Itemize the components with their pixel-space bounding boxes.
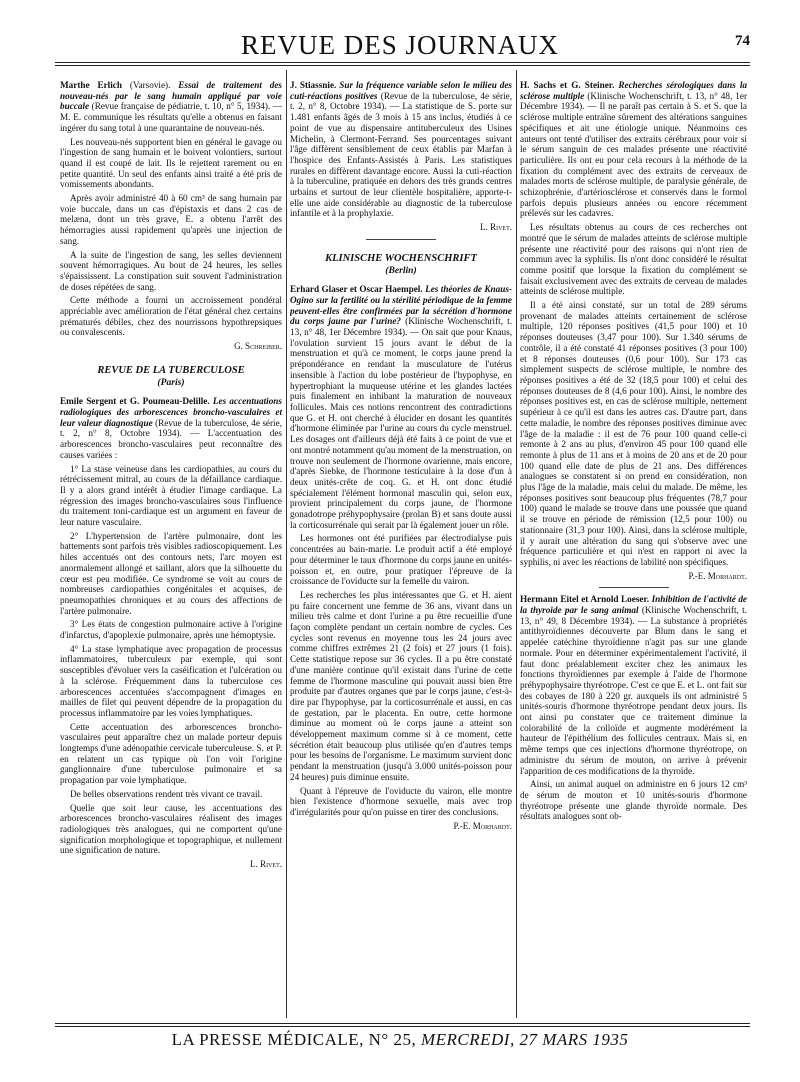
article-lead [60, 80, 282, 134]
article-title: Recherches sérologiques dans la sclérose multiple [520, 80, 747, 101]
article-paragraph: Il a été ainsi constaté, sur un total de 289 sérums provenant de malades atteints certainement de sclérose multiple, 120 réponses positives (41,5 pour 100) et 10 réponses douteuses (3,47 pour 100). Sur 1.340 sérums de contrôle, il a été constaté 41 réponses positives (3 pour 100) et 8 réponses douteuses (0,6 pour 100). Sur 173 cas simplement suspects de sclérose multiple, le nombre des réponses positives a été de 32 (18,5 pour 100) et celui des réponses douteuses de 8 (4,6 pour 100). Ainsi, le nombre des réponses positives est, en cas de sclérose multiple, nettement supérieur à ce qu'il est dans les autres cas. D'autre part, dans cette maladie, le nombre des réponses positives diminue avec l'âge de la maladie : il est de 76 pour 100 quand celle-ci remonte à 2 ans au plus, d'environ 45 pour 100 quand elle remonte à plus de 11 ans et à moins de 20 ans et de 20 pour 100 quand elle date de plus de 21 ans. Des différences analogues se constatent si on prend en considération, non plus l'âge de la maladie, mais celui du malade. De même, les réponses positives sont beaucoup plus fréquentes (78,7 pour 100) quand le malade se trouve dans une poussée que quand il se trouve en période de rémission (12,5 pour 100) ou stationnaire (31,3 pour 100). Ainsi, dans la sclérose multiple, il y aurait une altération du sang qui s'observe avec une fréquence particulière et qui n'est en rapport ni avec la syphilis, ni avec les réactions de labilité non spécifiques. [520, 300, 747, 567]
article-paragraph: 1° La stase veineuse dans les cardiopathies, au cours du rétrécissement mitral, au cours de la défaillance cardiaque. Il y a alors grand intérêt à étudier l'image cardiaque. La régression des images broncho-vasculaires sous l'influence du traitement toni-cardiaque est un argument en faveur de leur nature vasculaire. [60, 463, 282, 528]
article-title: Inhibition de l'activité de la thyroïde par le sang animal [520, 594, 747, 616]
journal-section-title: REVUE DE LA TUBERCULOSE [97, 364, 245, 376]
article-lead [290, 80, 512, 219]
article-authors: J. Stiassnie. [290, 80, 337, 90]
article-paragraph: Les recherches les plus intéressantes que G. et H. aient pu faire concernent une femme de 36 ans, vivant dans un milieu très calme et dont l'urine a pu être recueillie d'une façon complète pendant un certain nombre de cycles. Ces cycles sont revenus en moyenne tous les 24 jours avec comme chiffres extrêmes 21 (2 fois) et 27 jours (1 fois). Cette statistique repose sur 36 cycles. Il a pu être constaté d'une manière continue qu'il existait dans l'urine de cette femme de l'hormone masculine qui pouvait aussi bien être produite par d'autres organes que par le corps jaune, c'est-à-dire par l'hypophyse, par la corticosurrénale et aussi, en cas de gestation, par le placenta. En outre, cette hormone diminue au moment où le corps jaune a atteint son développement maximum comme si à ce moment, cette sécrétion était beaucoup plus utilisée qu'en d'autres temps pour les besoins de l'organisme. Le maximum survient donc pendant la menstruation (jusqu'à 3.000 unités-poisson pour 24 heures) puis diminue ensuite. [290, 589, 512, 782]
article-citation-and-body: (Klinische Wochenschrift, t. 13, n° 48, 1er Décembre 1934). — On sait que pour Knaus, l'ovulation survient 15 jours avant le début de la menstruation et qu'à ce moment, le corps jaune prend la prépondérance en rendant la musculature de l'utérus insensible à l'action du lobe postérieur de l'hypophyse, en hypertrophiant la muqueuse utérine et les glandes lactées puis finalement en inhibant la maturation de nouveaux follicules. Mais ces notions rencontrent des contradictions que G. et H. ont cherché à élucider en dosant les quantités d'hormone éliminée par l'urine au cours du cycle menstruel. Les dosages ont d'ailleurs déjà été faits à ce point de vue et ont montré notamment qu'au moment de la menstruation, on trouve non seulement de l'hormone ovarienne, mais encore, d'après Siebke, de l'hormone testiculaire à la dose d'un à deux unités-crête de coq. G. et H. ont donc étudié spécialement l'élément hormonal masculin qui, selon eux, provient principalement du corps jaune, de l'hormone gonadotrope préhypophysaire (prolan B) et sans doute aussi la corticosurrénale qui serait par là également jouer un rôle. [290, 316, 512, 530]
column-3 [520, 80, 747, 1020]
article-origin: (Varsovie). [121, 80, 179, 90]
article-authors: Emile Sergent et G. Poumeau-Delille. [60, 396, 210, 407]
article-paragraph: Cette accentuation des arborescences broncho-vasculaires peut apparaître chez un malade porteur depuis longtemps d'une adénopathie cervicale tuberculeuse. S. et P. en relatent un cas typique où l'on voit l'origine ganglionnaire d'une tuberculose pulmonaire et sa propagation par voie lymphatique. [60, 721, 282, 786]
page-header-title: REVUE DES JOURNAUX [240, 30, 559, 60]
column-divider [516, 70, 517, 1018]
column-divider [286, 70, 287, 1018]
header-rule [55, 62, 750, 63]
article-paragraph: A la suite de l'ingestion de sang, les selles deviennent souvent hémorragiques. Au bout de 24 heures, les selles s'épaississent. La constipation suit souvent l'administration de doses répétées de sang. [60, 249, 282, 292]
article-lead [520, 594, 747, 776]
article-title: Essai de traitement des nouveau-nés par le sang humain appliqué par voie buccale [60, 80, 282, 112]
reviewer-signature: G. Schreiber. [234, 341, 282, 352]
article-citation-and-body: (Revue de la tuberculose, 4e série, t. 2, n° 8, Octobre 1934). — La statistique de S. porte sur 1.481 enfants âgés de 3 mois à 15 ans inclus, étudiés à ce point de vue au dispensaire antituberculeux des Usines Michelin, à Clermont-Ferrand. Ses pourcentages suivant l'âge diffèrent sensiblement de ceux établis par Marfan à l'hospice des Enfants-Assistés à Paris. Les statistiques rurales en diffèrent davantage encore. Aussi la cuti-réaction à la tuberculine, pratiquée en dehors des très grands centres urbains et surtout de leur clientèle hospitalière, apporte-t-elle une aide considérable au diagnostic de la tuberculose infantile et à la prophylaxie. [290, 90, 512, 219]
article-paragraph: 4° La stase lymphatique avec propagation de processus inflammatoires, tuberculeux par exemple, qui sont susceptibles d'évoluer vers la caséification et l'ulcération ou à la sclérose. Fréquemment dans la tuberculose ces arborescences accentuées s'accompagnent d'images en mailles de filet qui peuvent dépendre de la propagation du processus inflammatoire par les voies lymphatiques. [60, 643, 282, 718]
article-paragraph: Quelle que soit leur cause, les accentuations des arborescences broncho-vasculaires réalisent des images radiologiques très analogues, qui ne comportent qu'une signification morphologique et topographique, et nullement une signification de nature. [60, 802, 282, 856]
article-paragraph: Les résultats obtenus au cours de ces recherches ont montré que le sérum de malades atteints de sclérose multiple présente une réactivité pour des raisons qui n'ont rien de commun avec la syphilis. Ils n'ont donc considéré le résultat comme positif que lorsque la fixation du complément se faisait exclusivement avec des extraits de cerveau de malades atteints de sclérose multiple. [520, 222, 747, 297]
article-separator [599, 587, 669, 588]
article-citation-and-body: (Revue française de pédiatrie, t. 10, n° 5, 1934). — M. E. communique les résultats qu'elle a obtenus en faisant ingérer du sang total à une quarantaine de nouveau-nés. [60, 101, 282, 133]
reviewer-signature: L. Rivet. [480, 222, 512, 233]
article-paragraph: De belles observations rendent très vivant ce travail. [70, 788, 263, 799]
article-paragraph: Cette méthode a fourni un accroissement pondéral appréciable avec amélioration de l'état général chez certains prématurés débiles, chez des nourrissons hypothrepsiques ou convalescents. [60, 295, 282, 338]
article-citation-and-body: (Revue de la tuberculose, 4e série, t. 2, n° 8, Octobre 1934). — L'accentuation des arborescences broncho-vasculaires peut reconnaître des causes variées : [60, 417, 282, 460]
footer-rule [55, 1026, 750, 1027]
article-separator [366, 239, 436, 240]
column-2 [290, 80, 512, 1020]
journal-section-title: KLINISCHE WOCHENSCHRIFT [325, 252, 477, 264]
article-paragraph: Après avoir administré 40 à 60 cm³ de sang humain par voie buccale, dans un cas d'épistaxis et dans 2 cas de melæna, dont un très grave, E. a obtenu l'arrêt des hémorragies aussi rapidement qu'après une injection de sang. [60, 193, 282, 246]
article-authors: Erhard Glaser et Oscar Haempel. [290, 284, 423, 295]
journal-section-city: (Paris) [157, 376, 185, 388]
column-1 [60, 80, 282, 1020]
article-paragraph: 2° L'hypertension de l'artère pulmonaire, dont les battements sont parfois très visibles radioscopiquement. Les hiles accentués ont des contours nets, l'arc moyen est anormalement allongé et saillant, alors que la silhouette du cœur est peu modifiée. Ce syndrome se voit au cours de nombreuses cardiopathies congénitales et acquises, de pneumopathies chroniques et au cours des affections de l'artère pulmonaire. [60, 530, 282, 616]
reviewer-signature: P.-E. Morhardt. [688, 570, 747, 581]
page-footer [0, 1030, 800, 1050]
reviewer-signature: P.-E. Morhardt. [453, 820, 512, 831]
article-paragraph: Ainsi, un animal auquel on administre en 6 jours 12 cm³ de sérum de mouton et 10 unités-souris d'hormone thyréotrope présente une glande thyroïde normale. Des résultats analogues sont ob- [520, 779, 747, 822]
article-lead [520, 80, 747, 219]
article-paragraph: Les nouveau-nés supportent bien en général le gavage ou l'ingestion de sang humain et le boivent volontiers, surtout quand il est coupé de lait. Ils le rejettent rarement ou en petite quantité. Un seul des enfants ainsi traité a été pris de vomissements abondants. [60, 136, 282, 190]
article-authors: Marthe Erlich [60, 80, 122, 90]
article-title: Les accentuations radiologiques des arborescences broncho-vasculaires et leur valeur diagnostique [60, 396, 282, 428]
journal-section-city: (Berlin) [385, 264, 417, 276]
article-lead [60, 396, 282, 460]
article-title: Les théories de Knaus-Ogino sur la fertilité ou la stérilité périodique de la femme peuvent-elles être confirmées par la sécrétion d'hormone du corps jaune par l'urine? [290, 284, 512, 327]
article-lead [290, 284, 512, 530]
header-rule [55, 65, 750, 66]
page-number: 74 [735, 33, 750, 49]
article-paragraph: 3° Les états de congestion pulmonaire active à l'origine d'infarctus, d'apoplexie pulmonaire, après une hémoptysie. [60, 619, 282, 641]
footer-journal: LA PRESSE MÉDICALE, N° 25, [171, 1030, 417, 1049]
article-paragraph: Les hormones ont été purifiées par électrodialyse puis concentrées au bain-marie. Le produit actif a été employé pour déterminer le taux d'hormone du corps jaune en unités-poisson et, en outre, pour pratiquer l'épreuve de la croissance de l'oviducte sur la femelle du vairon. [290, 533, 512, 587]
article-authors: Hermann Eitel et Arnold Loeser. [520, 594, 650, 605]
reviewer-signature: L. Rivet. [250, 859, 282, 870]
article-paragraph: Quant à l'épreuve de l'oviducte du vairon, elle montre bien l'existence d'hormone sexuelle, mais avec trop d'irrégularités pour qu'on puisse en tirer des conclusions. [290, 785, 512, 817]
article-citation-and-body: (Klinische Wochenschrift, t. 13, n° 48, 1er Décembre 1934). — Il ne paraît pas certain à S. et S. que la sclérose multiple entraîne sûrement des altérations sanguines spécifiques et ait une étiologie unique. Néanmoins ces auteurs ont tenté d'utiliser des extraits cérébraux pour voir si le sérum sanguin de ces malades présente une réactivité particulière. Ils ont eu pour cela recours à la méthode de la fixation du complément avec des extraits de cerveaux de malades morts de sclérose multiple, de paralysie générale, de schizophrénie, d'artériosclérose et conservés dans le formol parfois depuis plusieurs années ou encore récemment prélevés sur les cadavres. [520, 90, 747, 219]
footer-date: MERCREDI, 27 MARS 1935 [420, 1030, 629, 1049]
article-title: Sur la fréquence variable selon le milieu des cuti-réactions positives [290, 80, 512, 101]
article-citation-and-body: (Klinische Wochenschrift, t. 13, n° 49, 8 Décembre 1934). — La substance à propriétés antithyroïdiennes découverte par Blum dans le sang et appelée catéchine thyroïdienne n'agit pas sur une glande normale. Pour en déterminer expérimentalement l'activité, il faut donc préalablement exciter chez les animaux les fonctions thyroïdiennes par exemple à l'aide de l'hormone préhypophysaire thyréotrope. C'est ce que E. et L. ont fait sur des cobayes de 180 à 220 gr. auxquels ils ont administré 5 unités-souris d'hormone thyréotrope pendant deux jours. Ils ont ainsi pu constater que ce traitement diminue la colorabilité de la colloïde et augmente modérément la hauteur de l'épithélium des follicules centraux. Mais si, en même temps que ces injections d'hormone thyréotrope, on administre du sérum de mouton, on arrive à prévenir l'apparition de ces modifications de la thyroïde. [520, 605, 747, 776]
article-authors: H. Sachs et G. Steiner. [520, 80, 615, 90]
footer-rule [55, 1023, 750, 1024]
